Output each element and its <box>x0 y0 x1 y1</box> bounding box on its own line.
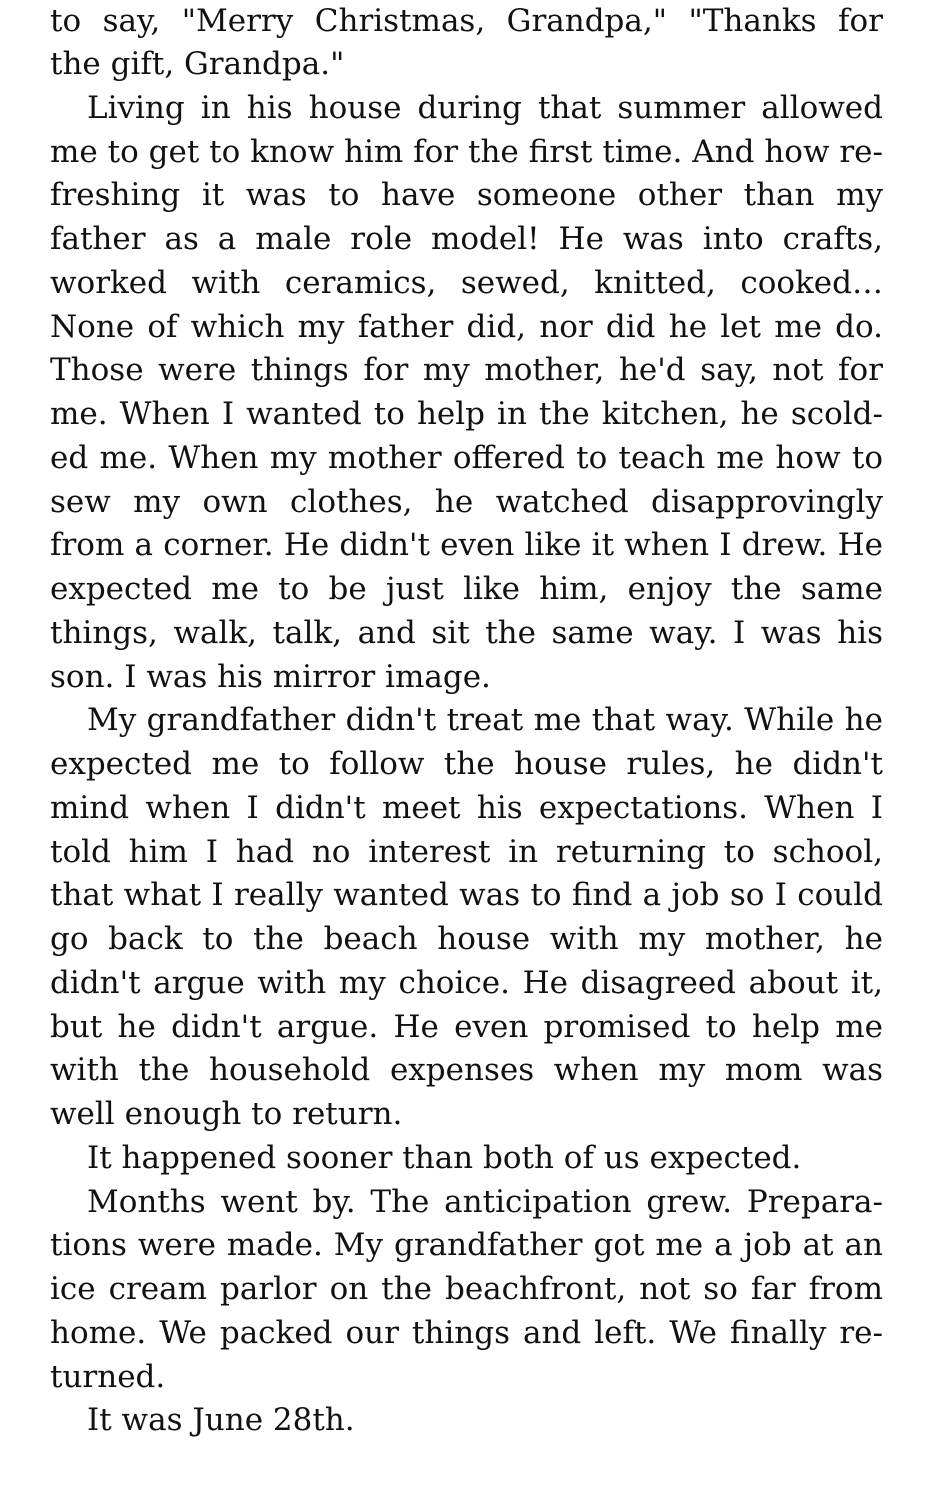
text-line: Those were things for my mother, he'd say, not for <box>50 352 883 389</box>
text-line: ice cream parlor on the beachfront, not so far from <box>50 1271 883 1307</box>
paragraph <box>50 87 883 700</box>
text-line: tions were made. My grandfather got me a job at an <box>50 1227 883 1264</box>
text-line: didn't argue with my choice. He disagreed about it, <box>50 964 883 1001</box>
text-line: Living in his house during that summer allowed <box>87 89 883 126</box>
text-line: told him I had no interest in returning to school, <box>50 833 883 870</box>
text-line: ed me. When my mother offered to teach me how to <box>50 439 883 476</box>
paragraph <box>50 1181 883 1400</box>
text-line: from a corner. He didn't even like it when I drew. He <box>50 527 883 564</box>
text-line: freshing it was to have someone other than my <box>50 177 883 214</box>
text-line: me. When I wanted to help in the kitchen, he scold- <box>50 396 883 432</box>
text-line: me to get to know him for the first time. And how re- <box>50 133 883 170</box>
text-line: expected me to follow the house rules, he didn't <box>50 746 883 782</box>
text-line: well enough to return. <box>50 1096 403 1132</box>
text-line: Months went by. The anticipation grew. Prepara- <box>87 1183 883 1220</box>
text-line: with the household expenses when my mom was <box>50 1052 883 1089</box>
text-line: father as a male role model! He was into crafts, <box>50 221 883 257</box>
text-line: mind when I didn't meet his expectations. When I <box>50 789 883 826</box>
text-line: turned. <box>50 1358 166 1395</box>
text-line: It was June 28th. <box>87 1402 355 1439</box>
paragraph <box>50 1399 883 1443</box>
paragraph <box>50 0 883 87</box>
text-line: My grandfather didn't treat me that way. While he <box>87 702 883 739</box>
text-line: expected me to be just like him, enjoy the same <box>50 571 883 607</box>
text-line: worked with ceramics, sewed, knitted, cooked… <box>50 264 883 301</box>
paragraph <box>50 699 883 1137</box>
text-line: It happened sooner than both of us expected. <box>87 1139 802 1176</box>
text-line: the gift, Grandpa." <box>50 46 345 82</box>
text-line: go back to the beach house with my mother, he <box>50 921 883 957</box>
reader-page <box>50 0 883 1443</box>
paragraph <box>50 1137 883 1181</box>
text-line: but he didn't argue. He even promised to help me <box>50 1008 883 1045</box>
text-line: to say, "Merry Christmas, Grandpa," "Thanks for <box>50 3 883 39</box>
text-line: things, walk, talk, and sit the same way. I was his <box>50 614 883 651</box>
text-line: sew my own clothes, he watched disapprovingly <box>50 483 883 520</box>
text-line: son. I was his mirror image. <box>50 658 491 695</box>
text-line: that what I really wanted was to find a job so I could <box>50 877 883 914</box>
text-line: home. We packed our things and left. We finally re- <box>50 1314 883 1351</box>
text-line: None of which my father did, nor did he let me do. <box>50 308 883 345</box>
